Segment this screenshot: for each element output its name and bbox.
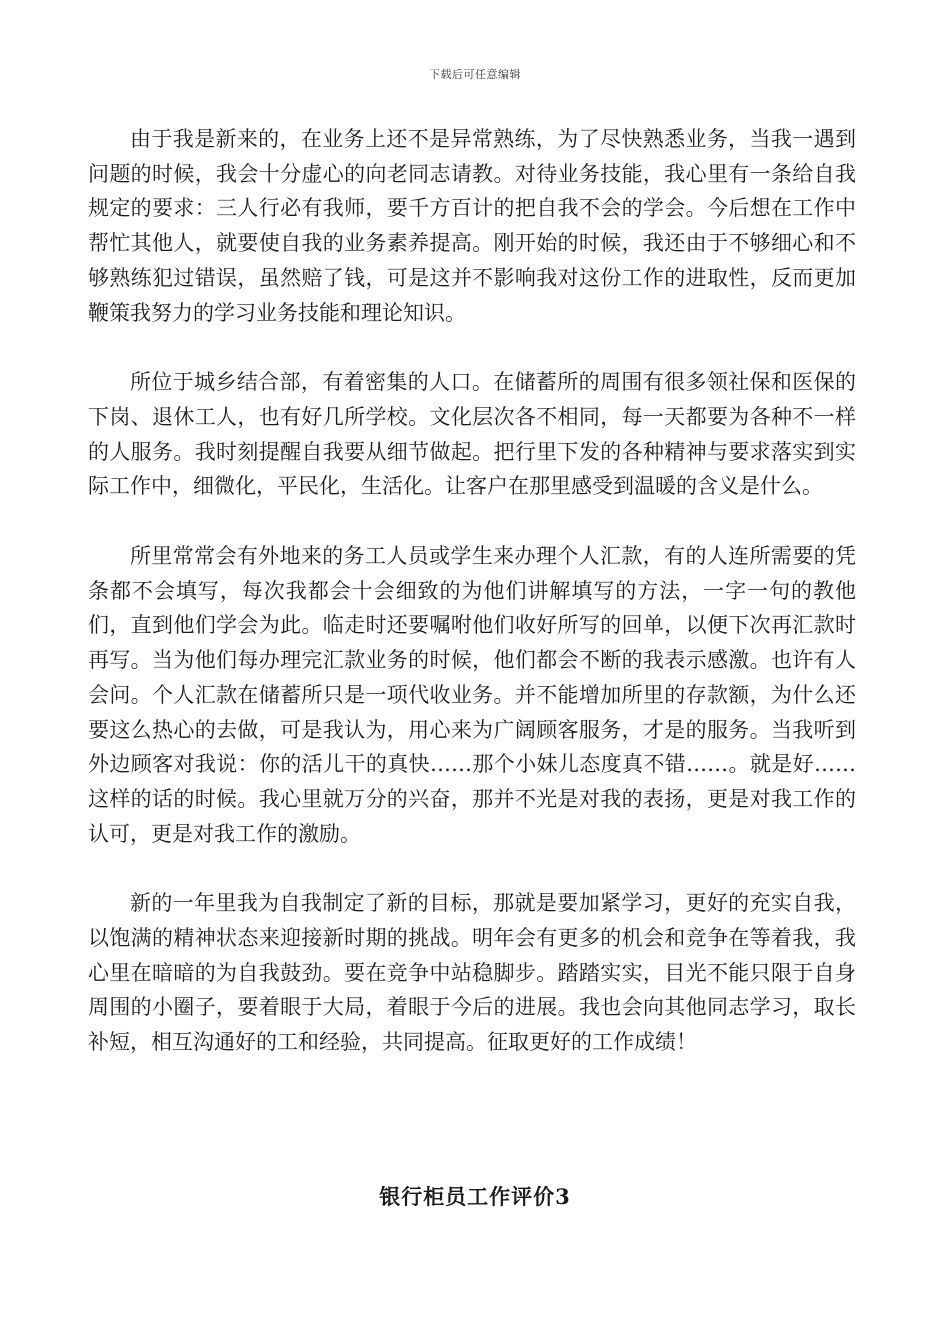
paragraph-1: 由于我是新来的，在业务上还不是异常熟练，为了尽快熟悉业务，当我一遇到问题的时候，我会十分虚心的向老同志请教。对待业务技能，我心里有一条给自我规定的要求：三人行必有我师，要千方百计的把自我不会的学会。今后想在工作中帮忙其他人，就要使自我的业务素养提高。刚开始的时候，我还由于不够细心和不够熟练犯过错误，虽然赔了钱，可是这并不影响我对这份工作的进取性，反而更加鞭策我努力的学习业务技能和理论知识。 — [88, 127, 856, 325]
paragraph-2: 所位于城乡结合部，有着密集的人口。在储蓄所的周围有很多领社保和医保的下岗、退休工人，也有好几所学校。文化层次各不相同，每一天都要为各种不一样的人服务。我时刻提醒自我要从细节做起。把行里下发的各种精神与要求落实到实际工作中，细微化，平民化，生活化。让客户在那里感受到温暖的含义是什么。 — [88, 370, 856, 499]
section-title: 银行柜员工作评价3 — [379, 1184, 571, 1209]
paragraph-4: 新的一年里我为自我制定了新的目标，那就是要加紧学习，更好的充实自我，以饱满的精神状态来迎接新时期的挑战。明年会有更多的机会和竞争在等着我，我心里在暗暗的为自我鼓劲。要在竞争中站稳脚步。踏踏实实，目光不能只限于自身周围的小圈子，要着眼于大局，着眼于今后的进展。我也会向其他同志学习，取长补短，相互沟通好的工和经验，共同提高。征取更好的工作成绩！ — [88, 891, 856, 1055]
header-note: 下载后可任意编辑 — [429, 68, 521, 81]
body-text — [88, 122, 856, 1060]
paragraph-3: 所里常常会有外地来的务工人员或学生来办理个人汇款，有的人连所需要的凭条都不会填写，每次我都会十会细致的为他们讲解填写的方法，一字一句的教他们，直到他们学会为此。临走时还要嘱咐他们收好所写的回单，以便下次再汇款时再写。当为他们每办理完汇款业务的时候，他们都会不断的我表示感激。也许有人会问。个人汇款在储蓄所只是一项代收业务。并不能增加所里的存款额，为什么还要这么热心的去做，可是我认为，用心来为广阔顾客服务，才是的服务。当我听到外边顾客对我说：你的活儿干的真快……那个小妹儿态度真不错……。就是好……这样的话的时候。我心里就万分的兴奋，那并不光是对我的表扬，更是对我工作的认可，更是对我工作的激励。 — [88, 544, 856, 846]
